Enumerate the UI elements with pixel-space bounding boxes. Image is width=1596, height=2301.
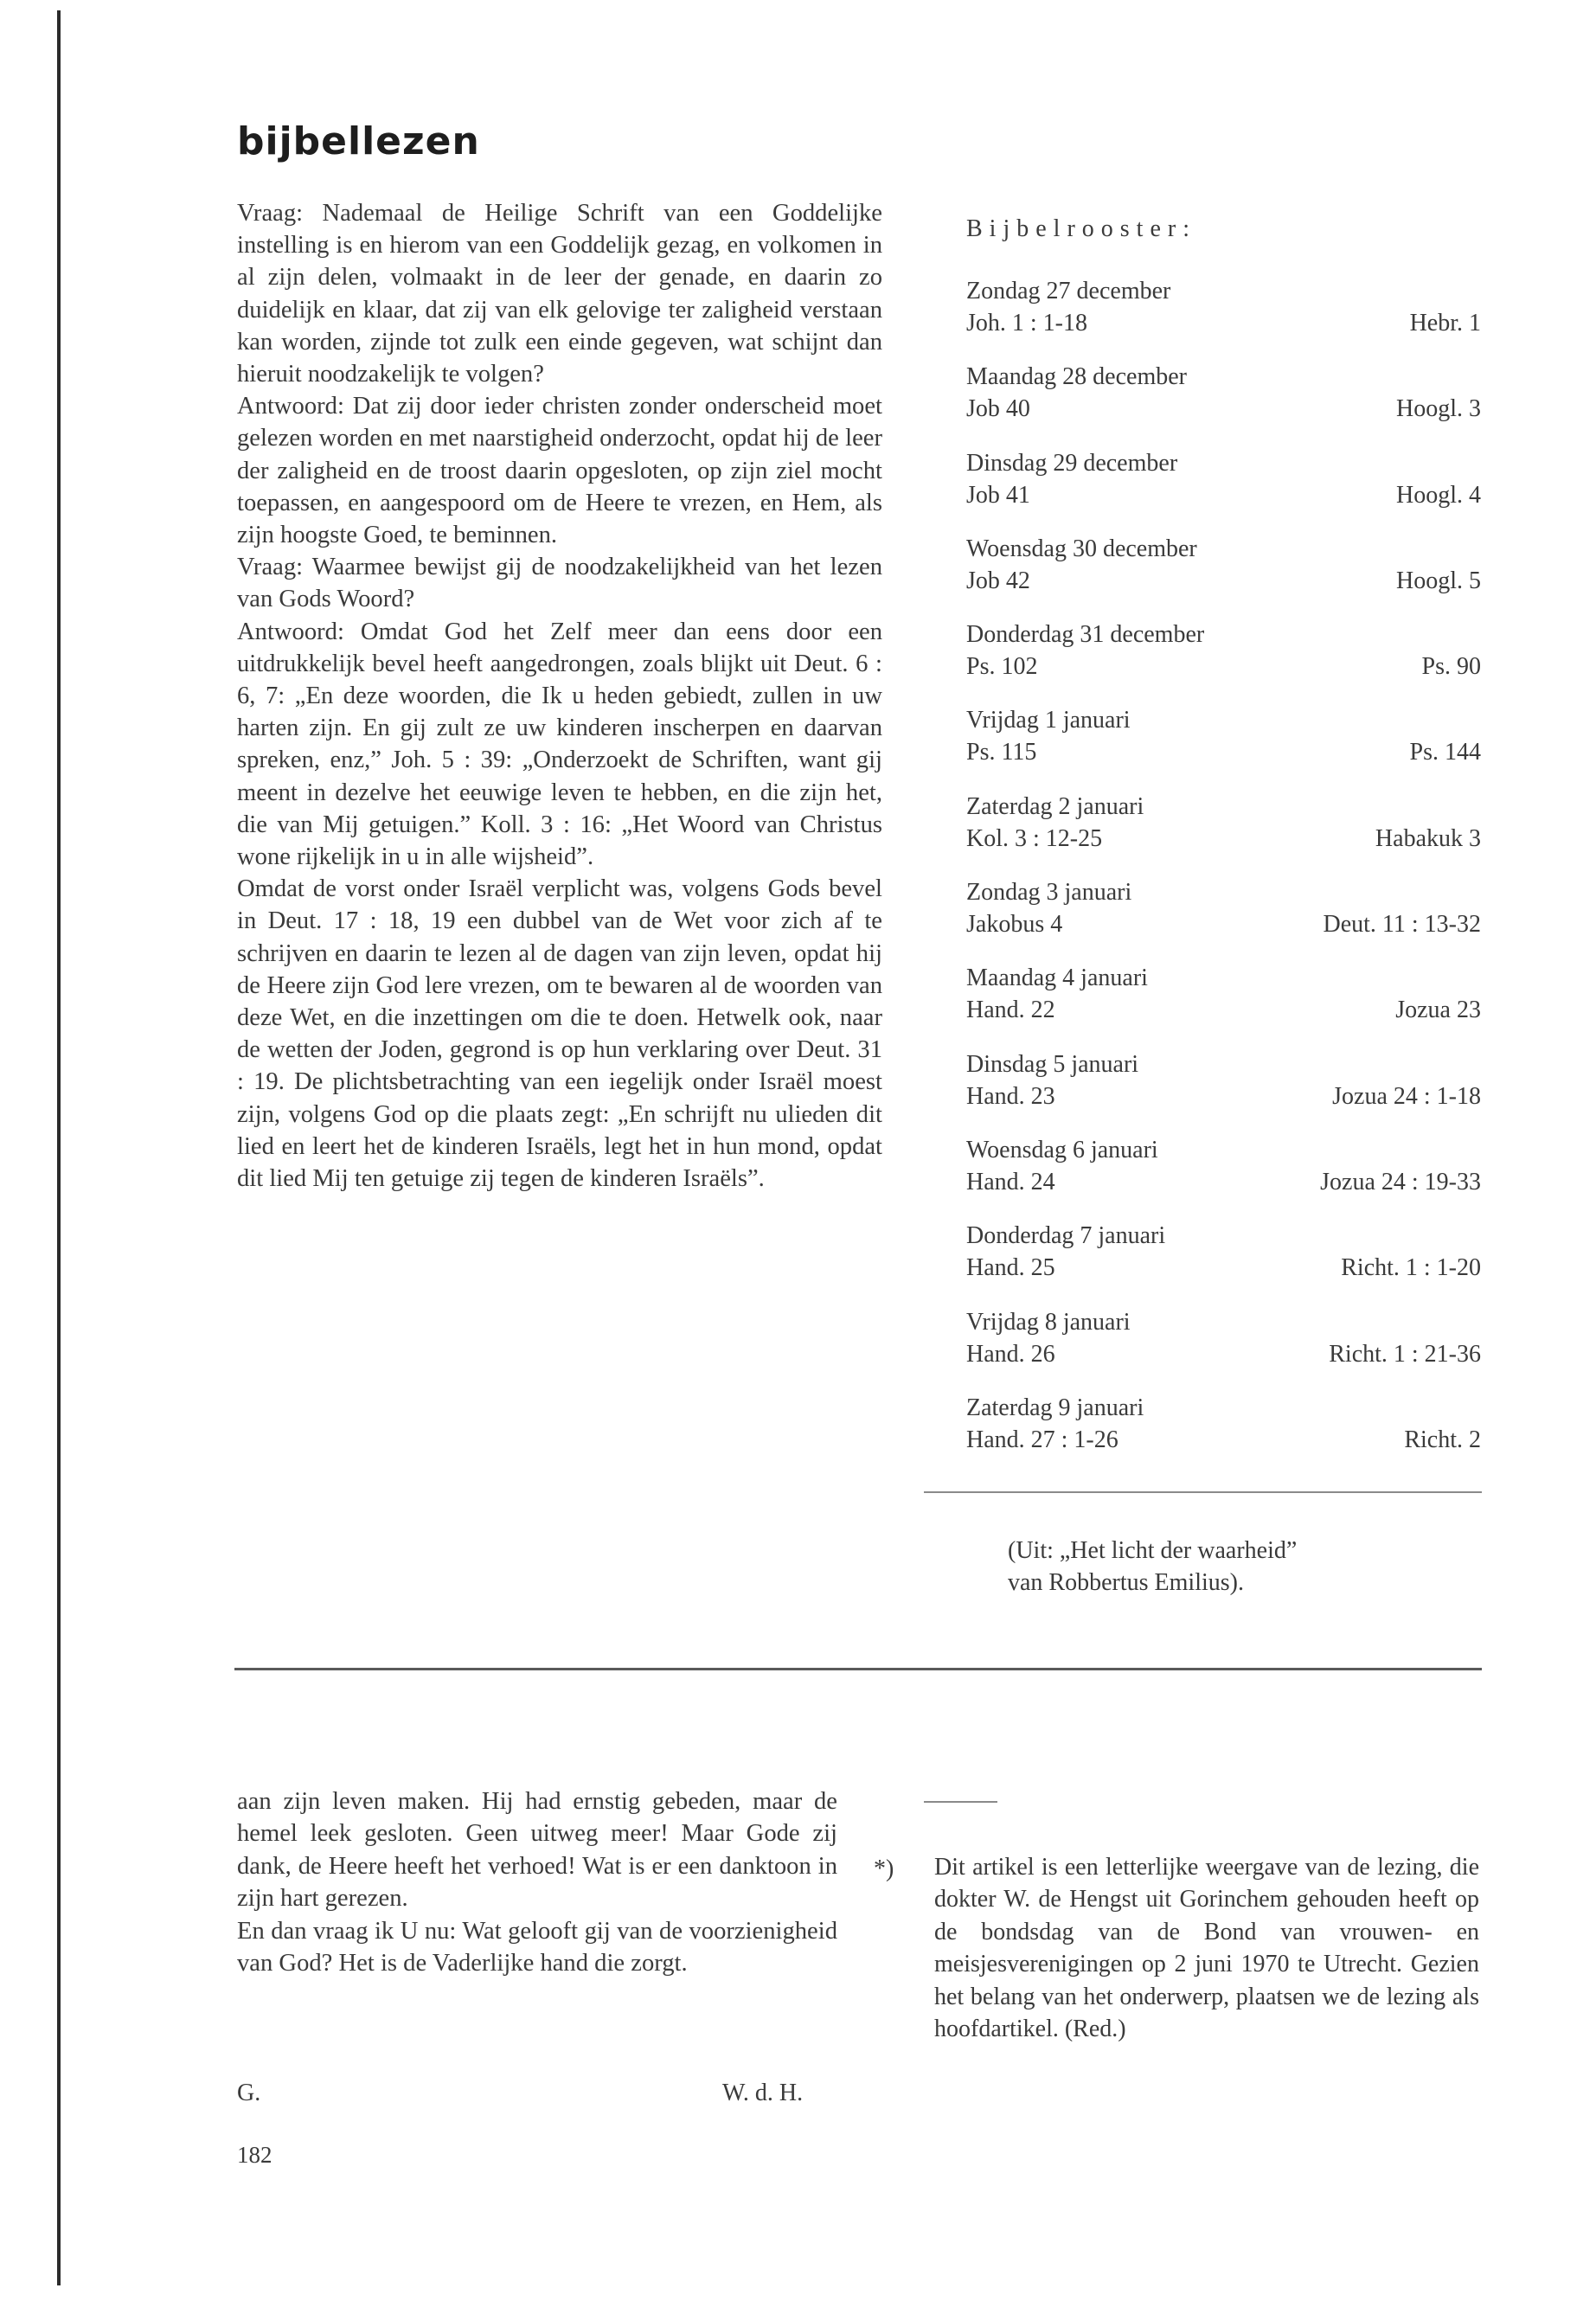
reading-secondary: Richt. 2 [1404,1426,1481,1453]
schedule-readings [966,1424,1481,1456]
schedule-entry [966,619,1481,704]
schedule-readings [966,908,1481,940]
reading-primary: Job 40 [966,395,1030,423]
reading-secondary: Jozua 24 : 1-18 [1332,1082,1481,1110]
schedule-entry [966,361,1481,446]
schedule-readings [966,393,1481,425]
schedule-readings [966,651,1481,683]
schedule-day: Dinsdag 29 december [966,449,1178,477]
schedule-readings [966,565,1481,597]
source-line-1: (Uit: „Het licht der waarheid” [1008,1537,1298,1564]
schedule-entry [966,876,1481,962]
reading-primary: Jakobus 4 [966,911,1063,939]
reading-primary: Job 42 [966,567,1030,594]
signature-initial: G. [237,2080,261,2106]
schedule-entry [966,1392,1481,1477]
paragraph-question-2: Vraag: Waarmee bewijst gij de noodzakelijkheid van het lezen van Gods Woord? [237,554,882,613]
schedule-day: Donderdag 31 december [966,621,1205,649]
schedule-entry [966,533,1481,619]
signature-author: W. d. H. [722,2080,804,2106]
reading-secondary: Jozua 23 [1395,997,1481,1024]
reading-secondary: Hoogl. 4 [1396,481,1481,509]
schedule-entry [966,1306,1481,1392]
schedule-readings [966,823,1481,855]
reading-primary: Hand. 27 : 1-26 [966,1426,1118,1453]
footnote-marker: *) [874,1856,894,1882]
reading-secondary: Hoogl. 5 [1396,567,1481,594]
reading-secondary: Deut. 11 : 13-32 [1323,911,1481,939]
schedule-day: Zondag 27 december [966,278,1171,304]
page-number: 182 [237,2142,272,2168]
reading-secondary: Ps. 90 [1421,653,1481,681]
schedule-day: Maandag 4 januari [966,965,1148,992]
schedule-day: Vrijdag 8 januari [966,1308,1131,1336]
reading-secondary: Ps. 144 [1409,739,1481,766]
schedule-day: Dinsdag 5 januari [966,1050,1139,1078]
schedule-day: Woensdag 6 januari [966,1136,1158,1163]
catechism-text [237,197,882,1195]
reading-primary: Hand. 24 [966,1168,1055,1195]
divider-rule [924,1491,1482,1493]
schedule-readings [966,1338,1481,1370]
source-line-2: van Robbertus Emilius). [1008,1569,1244,1596]
schedule-readings [966,994,1481,1026]
footnote-rule [924,1801,997,1803]
reading-secondary: Habakuk 3 [1375,824,1481,852]
reading-secondary: Jozua 24 : 19-33 [1320,1168,1481,1195]
footnote-text: Dit artikel is een letterlijke weergave van de lezing, die dokter W. de Hengst uit Gorinchem gehouden heeft op de bondsdag van de Bond van vrouwen- en meisjesverenigingen op 2 juni 1970 te Utrecht. Gezien het belang van het onderwerp, plaatsen we de lezing als hoofdartikel. (Red.) [934,1854,1479,2043]
schedule-readings [966,1166,1481,1198]
section-divider [234,1668,1482,1670]
reading-secondary: Richt. 1 : 1-20 [1341,1254,1481,1282]
rooster-heading: Bijbelrooster: [966,215,1196,242]
paragraph-answer-2-continued: Omdat de vorst onder Israël verplicht was, volgens Gods bevel in Deut. 17 : 18, 19 een dubbel van de Wet voor zich af te schrijven en daarin te lezen al de dagen van zijn leven, opdat hij de Heere zijn God lere vrezen, om te bewaren al de woorden van deze Wet, en die inzettingen om die te doen. Hetwelk ook, naar de wetten der Joden, gegrond is op hun verklaring over Deut. 31 : 19. De plichtsbetrachting van een iegelijk onder Israël moest zijn, volgens God op die plaats zegt: „En schrijft nu ulieden dit lied en leert het de kinderen Israëls, legt het in hun mond, opdat dit lied Mij ten getuige zij tegen de kinderen Israëls”. [237,875,882,1193]
reading-primary: Joh. 1 : 1-18 [966,310,1087,336]
schedule-day: Maandag 28 december [966,363,1187,391]
reading-primary: Hand. 25 [966,1254,1055,1282]
paragraph-answer-2: Antwoord: Omdat God het Zelf meer dan eens door een uitdrukkelijk bevel heeft aangedrongen, zoals blijkt uit Deut. 6 : 6, 7: „En deze woorden, die Ik u heden gebiedt, zullen in uw harten zijn. En gij zult ze uw kinderen inscherpen en daarvan spreken, enz,” Joh. 5 : 39: „Onderzoekt de Schriften, want gij meent in dezelve het eeuwige leven te hebben, en die zijn het, die van Mij getuigen.” Koll. 3 : 16: „Het Woord van Christus wone rijkelijk in u in alle wijsheid”. [237,618,882,871]
schedule-entry [966,962,1481,1048]
schedule-day: Zondag 3 januari [966,879,1132,907]
reading-secondary: Hoogl. 3 [1396,395,1481,423]
schedule-readings [966,307,1481,339]
paragraph-continuation-1: aan zijn leven maken. Hij had ernstig gebeden, maar de hemel leek gesloten. Geen uitweg meer! Maar Gode zij dank, de Heere heeft het verhoed! Wat is er een danktoon in zijn hart gerezen. [237,1788,837,1913]
section-title: bijbellezen [237,119,480,163]
reading-primary: Ps. 102 [966,653,1038,681]
schedule-day: Donderdag 7 januari [966,1222,1166,1250]
schedule-readings [966,1080,1481,1112]
schedule-entry [966,1048,1481,1134]
reading-primary: Ps. 115 [966,739,1037,766]
schedule-day: Vrijdag 1 januari [966,707,1131,734]
paragraph-question-1: Vraag: Nademaal de Heilige Schrift van een Goddelijke instelling is en hierom van een Goddelijk gezag, en volkomen in al zijn delen, volmaakt in de leer der genade, en daarin zo duidelijk en klaar, dat zij van elk gelovige ter zaligheid verstaan kan worden, zijnde tot zulk een einde gegeven, wat schijnt dan hieruit noodzakelijk te volgen? [237,200,882,388]
schedule-entry [966,1220,1481,1305]
reading-primary: Hand. 26 [966,1340,1055,1368]
schedule-day: Zaterdag 9 januari [966,1394,1144,1421]
schedule-day: Woensdag 30 december [966,535,1197,562]
schedule-entry [966,447,1481,533]
reading-primary: Hand. 23 [966,1082,1055,1110]
reading-primary: Hand. 22 [966,997,1055,1024]
schedule-readings [966,479,1481,511]
source-citation [1008,1535,1297,1599]
schedule-entry [966,791,1481,876]
schedule-readings [966,736,1481,768]
reading-primary: Kol. 3 : 12-25 [966,824,1103,852]
page-binding-line [57,10,61,2285]
schedule-readings [966,1252,1481,1284]
paragraph-continuation-2: En dan vraag ik U nu: Wat gelooft gij van de voorzienigheid van God? Het is de Vaderlijke hand die zorgt. [237,1917,837,1977]
paragraph-answer-1: Antwoord: Dat zij door ieder christen zonder onderscheid moet gelezen worden en met naarstigheid onderzocht, opdat hij de leer der zaligheid en de troost daarin opgesloten, op zijn ziel mocht toepassen, en aangespoord om de Heere te vrezen, en Hem, als zijn hoogste Goed, te beminnen. [237,393,882,549]
schedule-entry [966,275,1481,361]
schedule-entry [966,1134,1481,1220]
schedule-day: Zaterdag 2 januari [966,792,1144,820]
bible-reading-schedule [966,275,1481,1477]
article-continuation [237,1785,837,1979]
reading-primary: Job 41 [966,481,1030,509]
reading-secondary: Richt. 1 : 21-36 [1329,1340,1481,1368]
reading-secondary: Hebr. 1 [1409,310,1481,336]
schedule-entry [966,704,1481,790]
